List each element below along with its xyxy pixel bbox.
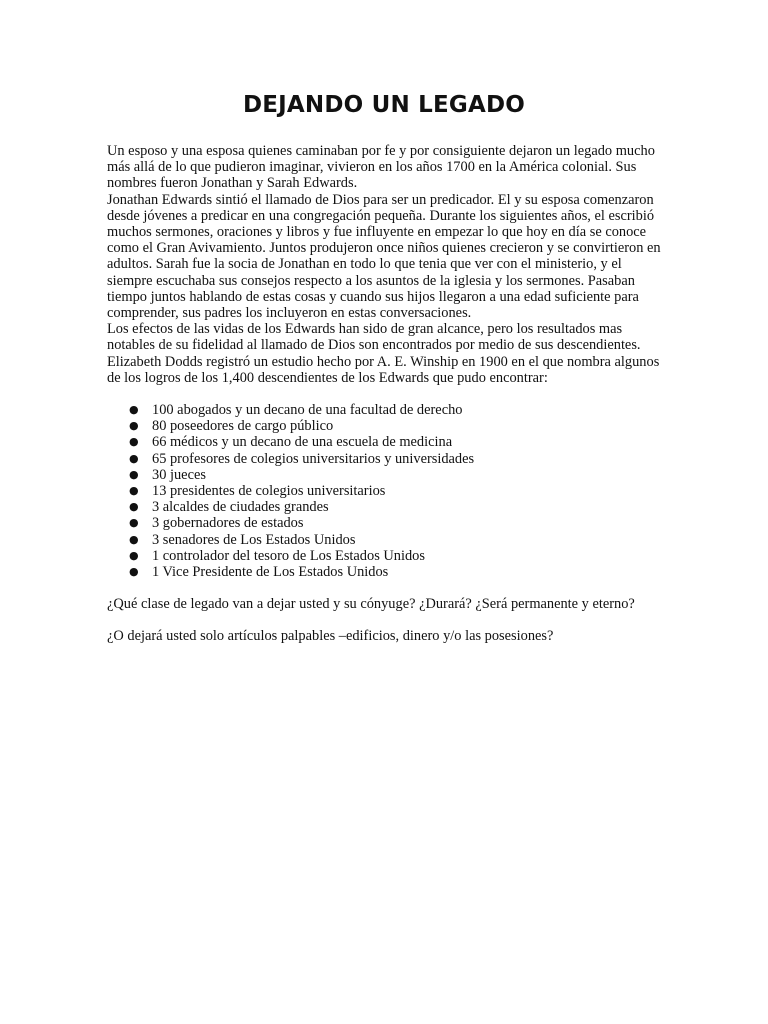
list-item-text: 65 profesores de colegios universitarios y universidades xyxy=(152,450,475,467)
question-legacy: ¿Qué clase de legado van a dejar usted y su cónyuge? ¿Durará? ¿Será permanente y eterno? xyxy=(107,596,635,613)
list-item-text: 3 alcaldes de ciudades grandes xyxy=(152,499,329,516)
list-item xyxy=(107,483,667,499)
bullet-icon: ● xyxy=(129,516,139,530)
list-item-text: 1 controlador del tesoro de Los Estados Unidos xyxy=(152,547,425,564)
bullet-icon: ● xyxy=(129,451,139,465)
bullet-icon: ● xyxy=(129,467,139,481)
list-item-text: 80 poseedores de cargo público xyxy=(152,418,334,435)
list-item-text: 3 senadores de Los Estados Unidos xyxy=(152,531,356,548)
list-item-text: 3 gobernadores de estados xyxy=(152,515,304,532)
list-item xyxy=(107,515,667,531)
bullet-icon: ● xyxy=(129,565,139,579)
bullet-icon: ● xyxy=(129,532,139,546)
list-item-text: 30 jueces xyxy=(152,466,206,483)
list-item xyxy=(107,451,667,467)
bullet-icon: ● xyxy=(129,548,139,562)
bullet-icon: ● xyxy=(129,435,139,449)
list-item xyxy=(107,548,667,564)
list-item xyxy=(107,418,667,434)
list-item-text: 1 Vice Presidente de Los Estados Unidos xyxy=(152,564,389,581)
list-item xyxy=(107,467,667,483)
paragraph-intro: Un esposo y una esposa quienes caminaban por fe y por consiguiente dejaron un legado mucho más allá de lo que pudieron imaginar, vivieron en los años 1700 en la América colonial. Sus nombres fueron Jonathan y Sarah Edwards. xyxy=(107,143,655,192)
bullet-icon: ● xyxy=(129,419,139,433)
paragraph-effects: Los efectos de las vidas de los Edwards han sido de gran alcance, pero los resultados mas notables de su fidelidad al llamado de Dios son encontrados por medio de sus descendientes. Elizabeth Dodds registró un estudio hecho por A. E. Winship en 1900 en el que nombra algunos de los logros de los 1,400 descendientes de los Edwards que pudo encontrar: xyxy=(107,321,660,386)
list-item xyxy=(107,499,667,515)
list-item-text: 100 abogados y un decano de una facultad de derecho xyxy=(152,402,463,419)
bullet-icon: ● xyxy=(129,500,139,514)
bullet-icon: ● xyxy=(129,484,139,498)
question-possessions: ¿O dejará usted solo artículos palpables –edificios, dinero y/o las posesiones? xyxy=(107,628,554,645)
list-item xyxy=(107,434,667,450)
list-item-text: 13 presidentes de colegios universitarios xyxy=(152,483,386,500)
list-item-text: 66 médicos y un decano de una escuela de medicina xyxy=(152,434,453,451)
document-body xyxy=(107,143,667,645)
achievements-list xyxy=(107,402,667,580)
list-item xyxy=(107,402,667,418)
list-item xyxy=(107,532,667,548)
list-item xyxy=(107,564,667,580)
bullet-icon: ● xyxy=(129,403,139,417)
paragraph-jonathan: Jonathan Edwards sintió el llamado de Dios para ser un predicador. El y su esposa comenzaron desde jóvenes a predicar en una congregación pequeña. Durante los siguientes años, el escribió muchos sermones, oraciones y libros y fue influyente en empezar lo que hoy en día se conoce como el Gran Avivamiento. Juntos produjeron once niños quienes crecieron y se convirtieron en adultos. Sarah fue la socia de Jonathan en todo lo que tenia que ver con el ministerio, y el siempre escuchaba sus consejos respecto a los asuntos de la iglesia y los sermones. Pasaban tiempo juntos hablando de estas cosas y cuando sus hijos llegaron a una edad suficiente para comprender, sus padres los incluyeron en estas conversaciones. xyxy=(107,191,661,322)
document-title: DEJANDO UN LEGADO xyxy=(242,92,526,118)
